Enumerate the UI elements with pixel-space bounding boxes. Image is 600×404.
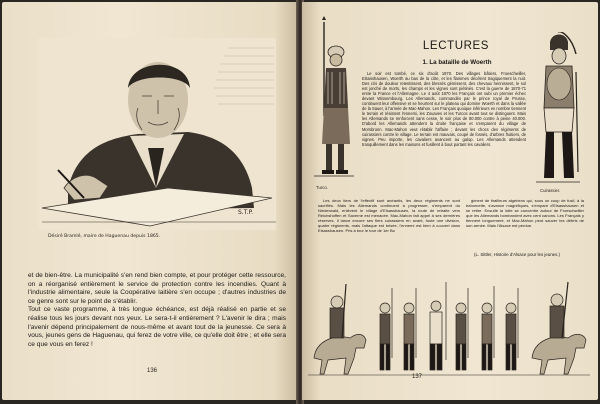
- cuirassier-caption: Cuirassier.: [540, 188, 561, 193]
- page-number-left: 136: [147, 368, 158, 374]
- source-attribution: (L. Sittler, Histoire d'Alsace pour les jeunes.): [474, 252, 561, 257]
- portrait-engraving: [38, 38, 276, 230]
- paragraph: Le soir est tombé, ce six d'août 1870. Des villages bâtiers, Froeschwiller, Elsasshausen, Woerth au bas de la côte, et les flammes décèlent tragiquement la nuit. Des cris de douleur retentissent, des blessés gémissent, des chevaux hennissent, le sol est jonché de morts, les champs et les vignes sont piétinés. C'est la guerre de 1870-71 entre la France et l'Allemagne. Le 4 août 1870 les Français ont subi un premier échec devant Wissembourg. Les Allemands, commandés par le prince royal de Prusse, continuent leur offensive et se heurtent sur le plateau qui domine Woerth et dans la vallée de la Sauer, à l'armée de Mac-Mahon. Les Français quoique inférieurs en nombre tiennent le terrain et résistent l'ennemi, les Zouaves et les Turcos avant tout se distinguent. Mais les Allemands se renforcent sans cesse, le soir plus de 80.000 contre à peine 40.000. D'abord les Allemands attendent la droite française et s'emparent du village de Morsbronn. Mac-Mahon veut rétablir l'affaire ; devant les chocs des régiments de cuirassiers contre le village. Le terrain est mauvais, coupé de fossés, d'arbres fruitiers, de vignes. Peu importe, les cavaliers avancent au galop. Les Allemands attendent tranquillement dans les maisons et fusillent à bout portant les cavaliers.: [362, 71, 526, 147]
- cuirassier-illustration: [532, 32, 582, 190]
- paragraph: Tout ce vaste programme, à très longue échéance, est déjà réalisé en partie et se réalise tous les jours devant nos yeux. Le sera-t-il entièrement ? L'avenir le dira ; mais l'avenir dépend principalement de nous-même et avant tout de la jeunesse. Ce sera à vous, jeunes gens de Haguenau, qui ferez de votre ville, ce qu'elle doit être ; et elle sera ce que vous en ferez !: [28, 306, 286, 348]
- svg-text:S.T.P.: S.T.P.: [238, 209, 254, 216]
- section-title: LECTURES: [422, 40, 490, 52]
- left-page: [2, 2, 298, 400]
- right-page: [302, 2, 598, 400]
- main-column-text: [362, 71, 526, 147]
- bottom-right-column-text: [466, 198, 584, 228]
- section-subtitle: 1. La bataille de Woerth: [422, 59, 492, 66]
- paragraph: Les deux tiers de l'effectif sont anéantis, les deux régiments ne sont sacrifiés. Mais les Allemands continuent à progresser, s'emparent du Niederwald, enlèvent le village d'Elsasshausen, la route de retraite vers Reichshoffen et Saverne est menacée. Mac-Mahon fait appel à ses dernières réserves. Il lance encore ses fiers cuirassiers en avant, toute une division, quatre régiments, mais l'attaque est brisée, l'ennemi est bien à couvert dans Elsasshausen. Pris à tour le tour de 1er Bo: [318, 198, 460, 234]
- turco-illustration: [310, 16, 358, 184]
- paragraph: giment de tirailleurs algériens qui, sous un coup de fusil, à la baïonnette, s'avance magnifiques, s'empare d'Elsasshausen et se retire. Ensuite la lutte se concentre autour de Froeschwiller que les Allemands bombardent avec cent canons. Les Français y tiennent longuement, et Mac-Mahon peut sauver les débris de son armée. Mais l'Alsace est perdue.: [466, 198, 584, 229]
- left-body-text: [28, 272, 286, 349]
- page-number-right: 137: [412, 374, 423, 380]
- bottom-left-column-text: [318, 198, 460, 233]
- portrait-caption: Désiré Bramlé, maire de Haguenau depuis 1865.: [48, 234, 161, 239]
- cavalry-parade-illustration: [306, 278, 592, 376]
- paragraph: et de bien-être. La municipalité s'en rend bien compte, et pour protéger cette ressource, on a réorganisé entièrement le service de protection contre les incendies. Quant à l'industrie alimentaire, seule la Coopérative laitière s'en occupe ; d'autres industries de ce genre sont sur le point de s'établir.: [28, 272, 286, 305]
- turco-caption: Turco.: [316, 185, 329, 190]
